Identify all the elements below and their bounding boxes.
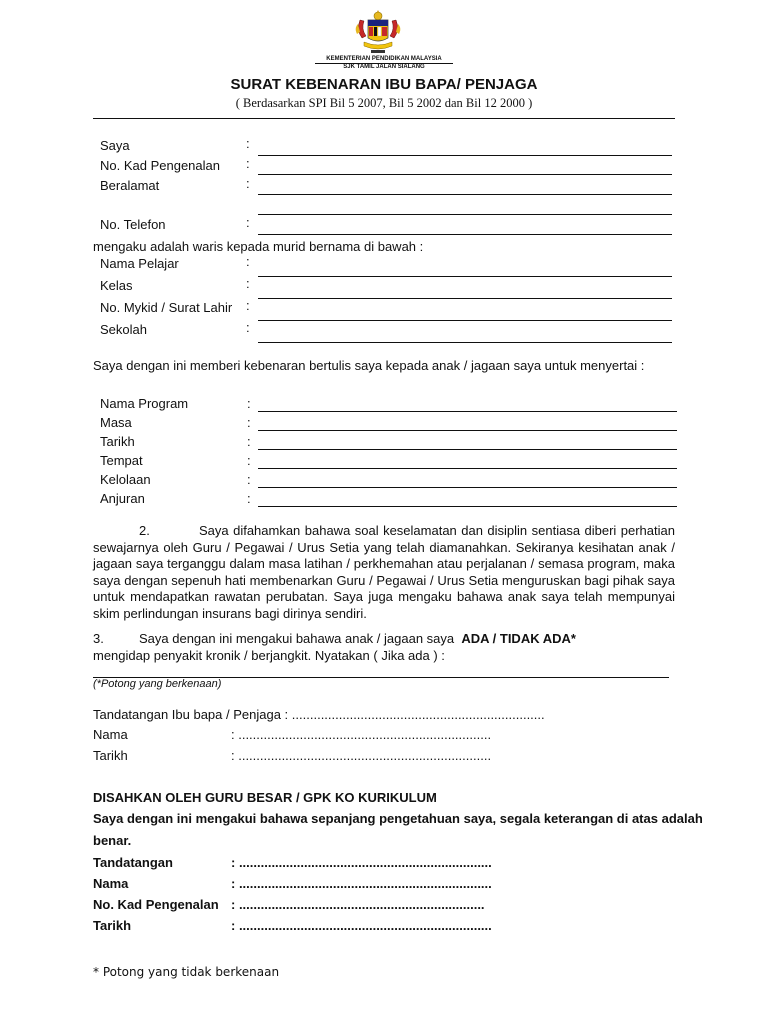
field-address-line1[interactable] [258, 194, 672, 195]
label-time: Masa [100, 415, 132, 430]
paragraph-3-text: Saya dengan ini mengakui bahawa anak / jagaan saya ADA / TIDAK ADA* [139, 631, 576, 646]
paragraph-2-text: Saya difahamkan bahawa soal keselamatan dan disiplin sentiasa diberi perhatian sewajarnya oleh Guru / Pegawai / Urus Setia yang telah diamanahkan. Sekiranya kesihatan anak / jagaan saya terganggu dalam masa latihan / perkhemahan atau perjalanan / semasa program, maka saya dengan sepenuh hati membenarkan Guru / Pegawai / Urus Setia menguruskan bagi pihak saya untuk mendapatkan rawatan perubatan. Saya juga mengaku bahawa anak saya telah mempunyai skim perlindungan insurans bagi dirinya sendiri. [93, 523, 675, 621]
label-place: Tempat [100, 453, 143, 468]
label-managed: Kelolaan [100, 472, 151, 487]
colon: : [246, 320, 250, 335]
colon: : [246, 254, 250, 269]
label-parent-name: Nama [93, 727, 128, 742]
page-subtitle: ( Berdasarkan SPI Bil 5 2007, Bil 5 2002 dan Bil 12 2000 ) [235, 96, 533, 110]
label-school: Sekolah [100, 322, 147, 337]
strike-note: (*Potong yang berkenaan) [93, 678, 222, 690]
field-managed[interactable] [258, 487, 677, 488]
label-parent-date: Tarikh [93, 748, 128, 763]
footnote: * Potong yang tidak berkenaan [93, 965, 280, 979]
paragraph-2 [93, 523, 675, 622]
label-ic: No. Kad Pengenalan [100, 158, 220, 173]
colon: : [247, 472, 251, 487]
colon: : [247, 396, 251, 411]
parent-name-field[interactable]: : ...................................................................... [231, 727, 492, 742]
institution-name: KEMENTERIAN PENDIDIKAN MALAYSIA [326, 56, 442, 62]
label-class: Kelas [100, 278, 133, 293]
ada-tidak-ada-option: ADA / TIDAK ADA* [461, 631, 576, 646]
colon: : [247, 453, 251, 468]
colon: : [246, 298, 250, 313]
label-phone: No. Telefon [100, 217, 166, 232]
parent-signature-field[interactable]: Tandatangan Ibu bapa / Penjaga : ...................................................................... [93, 707, 545, 722]
head-name-field[interactable]: : ...................................................................... [231, 876, 492, 891]
permission-paragraph: Saya dengan ini memberi kebenaran bertulis saya kepada anak / jagaan saya untuk menyertai : [93, 358, 645, 373]
label-head-date: Tarikh [93, 918, 132, 933]
field-phone[interactable] [258, 234, 672, 235]
head-ic-field[interactable]: : .................................................................... [231, 897, 485, 912]
government-crest-logo [346, 8, 410, 54]
label-head-ic: No. Kad Pengenalan [93, 897, 219, 912]
field-place[interactable] [258, 468, 677, 469]
field-class[interactable] [258, 298, 672, 299]
field-saya[interactable] [258, 155, 672, 156]
field-ic[interactable] [258, 174, 672, 175]
label-saya: Saya [100, 138, 130, 153]
colon: : [247, 434, 251, 449]
colon: : [247, 415, 251, 430]
paragraph-3-number: 3. [93, 631, 104, 646]
verify-statement-end: benar. [93, 833, 132, 848]
colon: : [246, 156, 250, 171]
field-organised[interactable] [258, 506, 677, 507]
field-mykid[interactable] [258, 320, 672, 321]
head-signature-field[interactable]: : ...................................................................... [231, 855, 492, 870]
field-time[interactable] [258, 430, 677, 431]
colon: : [246, 276, 250, 291]
label-date: Tarikh [100, 434, 135, 449]
label-organised: Anjuran [100, 491, 145, 506]
verify-statement: Saya dengan ini mengakui bahawa sepanjang pengetahuan saya, segala keterangan di atas adalah [93, 811, 703, 826]
parent-date-field[interactable]: : ...................................................................... [231, 748, 492, 763]
field-date[interactable] [258, 449, 677, 450]
colon: : [247, 491, 251, 506]
label-address: Beralamat [100, 178, 160, 193]
header-rule [93, 118, 675, 119]
field-address-line2[interactable] [258, 214, 672, 215]
label-mykid: No. Mykid / Surat Lahir [100, 300, 233, 315]
label-student-name: Nama Pelajar [100, 256, 179, 271]
paragraph-2-number: 2. [139, 523, 150, 538]
label-program-name: Nama Program [100, 396, 189, 411]
page-title: SURAT KEBENARAN IBU BAPA/ PENJAGA [230, 76, 538, 93]
colon: : [246, 215, 250, 230]
label-head-name: Nama [93, 876, 129, 891]
school-name: SJK TAMIL JALAN SIALANG [343, 64, 425, 70]
field-program-name[interactable] [258, 411, 677, 412]
head-date-field[interactable]: : ...................................................................... [231, 918, 492, 933]
student-intro: mengaku adalah waris kepada murid bernama di bawah : [93, 239, 424, 254]
verify-heading: DISAHKAN OLEH GURU BESAR / GPK KO KURIKULUM [93, 790, 437, 805]
field-school[interactable] [258, 342, 672, 343]
colon: : [246, 176, 250, 191]
field-student-name[interactable] [258, 276, 672, 277]
colon: : [246, 136, 250, 151]
paragraph-3-text-continued: mengidap penyakit kronik / berjangkit. Nyatakan ( Jika ada ) : [93, 648, 445, 663]
label-head-signature: Tandatangan [93, 855, 173, 870]
